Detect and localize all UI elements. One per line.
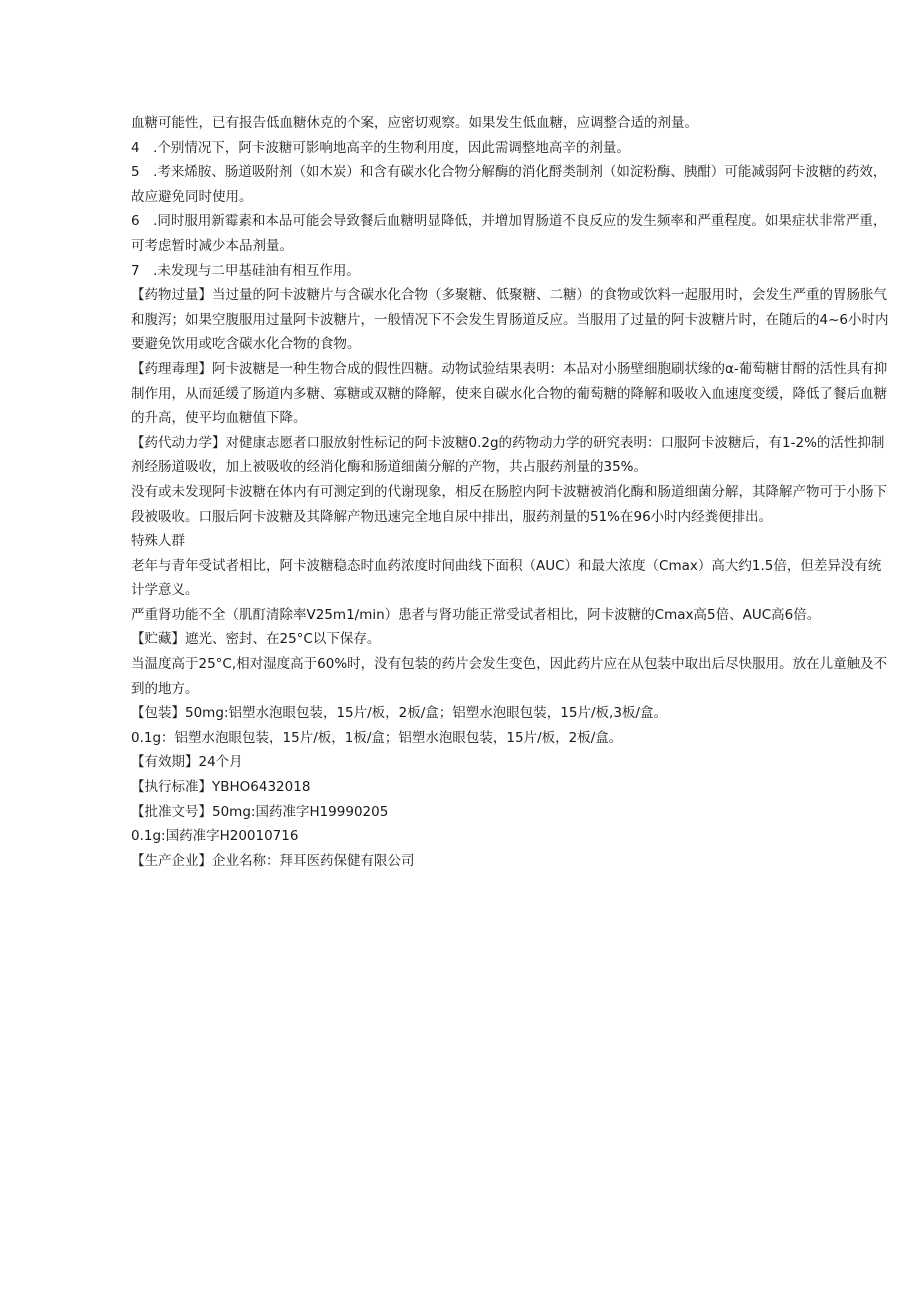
paragraph-hypoglycemia-note: 血糖可能性，已有报告低血糖休克的个案，应密切观察。如果发生低血糖，应调整合适的剂量。 xyxy=(131,115,698,131)
paragraph-packaging-50mg: 【包装】50mg:铝塑水泡眼包装，15片/板，2板/盒；铝塑水泡眼包装，15片/板,3板/盒。 xyxy=(131,705,667,722)
paragraph-pharmacokinetics: 【药代动力学】对健康志愿者口服放射性标记的阿卡波糖0.2g的药物动力学的研究表明：口服阿卡波糖后，有1-2%的活性抑制剂经肠道吸收，加上被吸收的经消化酶和肠道细菌分解的产物，共占服药剂量的35%。 xyxy=(131,434,885,476)
paragraph-approval-50mg: 【批准文号】50mg:国药准字H19990205 xyxy=(131,803,389,820)
paragraph-standard: 【执行标准】YBHO6432018 xyxy=(131,779,311,796)
paragraph-item-5-cholestyramine: 5 .考来烯胺、肠道吸附剂（如木炭）和含有碳水化合物分解酶的消化酹类制剂（如淀粉酶、胰酣）可能减弱阿卡波糖的药效，故应避免同时使用。 xyxy=(131,164,887,205)
paragraph-approval-0-1g: 0.1g:国药准字H20010716 xyxy=(131,828,299,845)
paragraph-packaging-0-1g: 0.1g：铝塑水泡眼包装，15片/板，1板/盒；铝塑水泡眼包装，15片/板，2板/盒。 xyxy=(131,729,623,746)
paragraph-storage-temperature: 当温度高于25°C,相对湿度高于60%时，没有包装的药片会发生变色，因此药片应在从包装中取出后尽快服用。放在儿童触及不到的地方。 xyxy=(131,656,888,697)
paragraph-metabolism: 没有或未发现阿卡波糖在体内有可测定到的代谢现象，相反在肠腔内阿卡波糖被消化酶和肠道细菌分解，其降解产物可于小肠下段被吸收。口服后阿卡波糖及其降解产物迅速完全地自尿中排出，服药剂量的51%在96小时内经粪便排出。 xyxy=(131,483,887,525)
paragraph-storage: 【贮藏】遮光、密封、在25°C以下保存。 xyxy=(131,631,381,648)
paragraph-overdose: 【药物过量】当过量的阿卡波糖片与含碳水化合物（多聚糖、低聚糖、二糖）的食物或饮料一起服用时，会发生严重的胃肠胀气和腹泻；如果空腹服用过量阿卡波糖片，一般情况下不会发生胃肠道反应。当服用了过量的阿卡波糖片时，在随后的4~6小时内要避免饮用或吃含碳水化合物的食物。 xyxy=(131,287,889,353)
paragraph-renal-impairment: 严重肾功能不全（肌酊清除率V25m1∕min）患者与肾功能正常受试者相比，阿卡波糖的Cmax高5倍、AUC高6倍。 xyxy=(131,606,821,623)
paragraph-item-4-digoxin: 4 .个别情况下，阿卡波糖可影响地高辛的生物利用度，因此需调整地高辛的剂量。 xyxy=(131,139,630,156)
document-body xyxy=(131,111,891,873)
paragraph-manufacturer: 【生产企业】企业名称：拜耳医药保健有限公司 xyxy=(131,852,415,869)
paragraph-validity: 【有效期】24个月 xyxy=(131,754,243,771)
paragraph-pharmacology: 【药理毒理】阿卡波糖是一种生物合成的假性四糖。动物试验结果表明：本品对小肠壁细胞刷状缘的α-葡萄糖甘酹的活性具有抑制作用，从而延缓了肠道内多糖、寡糖或双糖的降解，使来自碳水化合物的葡萄糖的降解和吸收入血速度变缓，降低了餐后血糖的升高，使平均血糖值下降。 xyxy=(131,360,888,427)
section-heading-special-populations: 特殊人群 xyxy=(131,533,185,550)
paragraph-item-6-neomycin: 6 .同时服用新霉素和本品可能会导致餐后血糖明显降低，并增加胃肠道不良反应的发生频率和严重程度。如果症状非常严重，可考虑暂时减少本品剂量。 xyxy=(131,213,887,254)
paragraph-elderly: 老年与青年受试者相比，阿卡波糖稳态时血药浓度时间曲线下面积（AUC）和最大浓度（Cmax）高大约1.5倍，但差异没有统计学意义。 xyxy=(131,557,882,599)
paragraph-item-7-simethicone: 7 .未发现与二甲基硅油有相互作用。 xyxy=(131,262,360,279)
